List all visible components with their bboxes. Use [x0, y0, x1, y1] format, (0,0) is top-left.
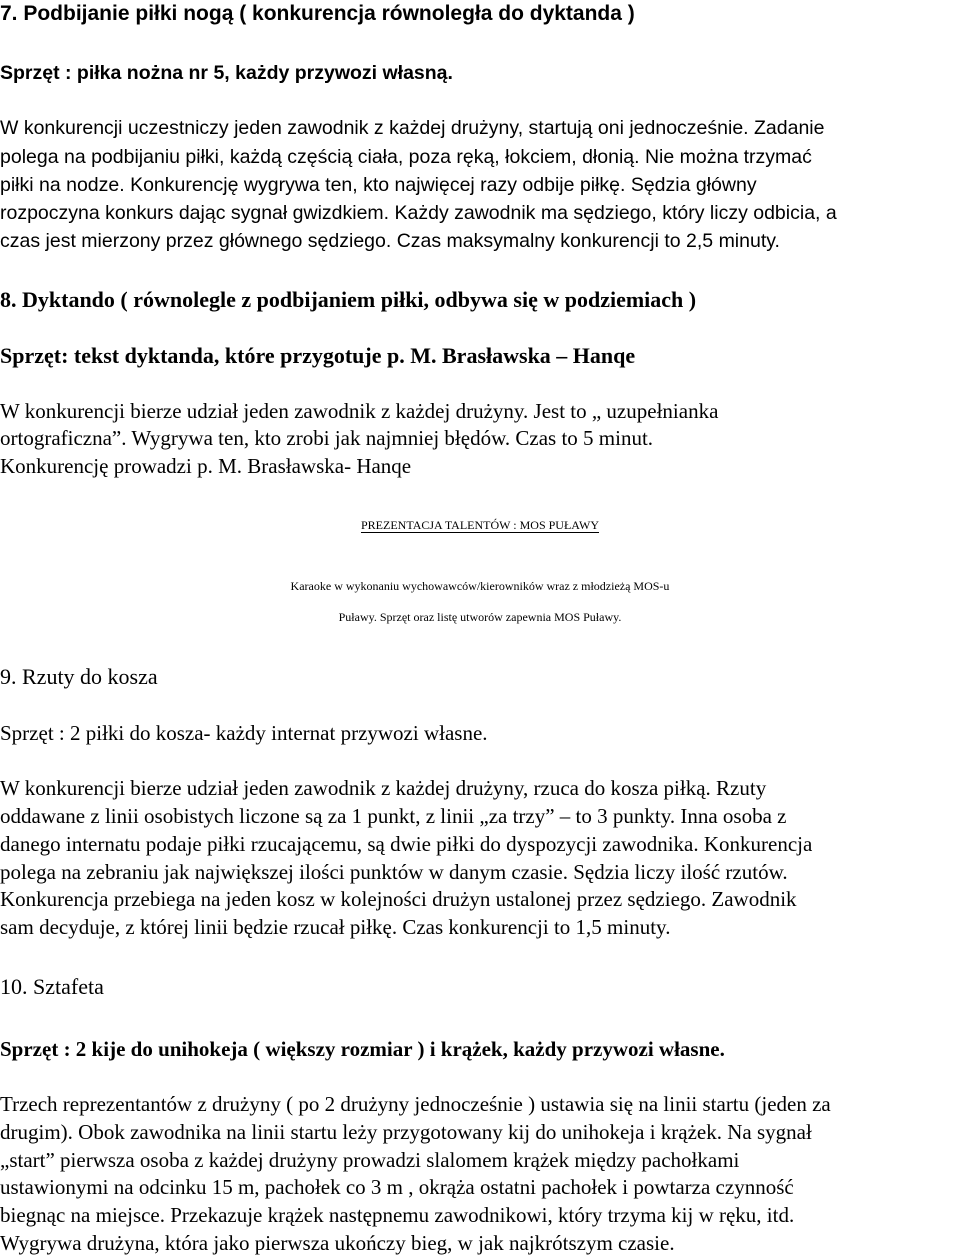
section-9-line: sam decyduje, z której linii będzie rzucał piłkę. Czas konkurencji to 1,5 minuty.: [0, 915, 671, 939]
section-8-line: W konkurencji bierze udział jeden zawodnik z każdej drużyny. Jest to „ uzupełnianka: [0, 399, 719, 423]
section-9-line: danego internatu podaje piłki rzucającemu, są dwie piłki do dyspozycji zawodnika. Konkurencja: [0, 832, 813, 856]
section-9-title: 9. Rzuty do kosza: [0, 664, 158, 689]
section-10-title: 10. Sztafeta: [0, 974, 104, 999]
section-8-line: Konkurencję prowadzi p. M. Brasławska- Hanqe: [0, 454, 412, 478]
talent-line: Karaoke w wykonaniu wychowawców/kierowników wraz z młodzieżą MOS-u: [290, 579, 670, 593]
section-7-line: polega na podbijaniu piłki, każdą częścią ciała, poza ręką, łokciem, dłonią. Nie można trzymać: [0, 146, 812, 168]
section-8-line: ortograficzna”. Wygrywa ten, kto zrobi jak najmniej błędów. Czas to 5 minut.: [0, 426, 654, 450]
section-9-equipment: Sprzęt : 2 piłki do kosza- każdy internat przywozi własne.: [0, 721, 488, 745]
section-9-line: polega na zebraniu jak największej ilości punktów w danym czasie. Sędzia liczy ilość rzutów.: [0, 860, 788, 884]
section-7-line: piłki na nodze. Konkurencję wygrywa ten, kto najwięcej razy odbije piłkę. Sędzia główny: [0, 174, 757, 196]
section-7-line: W konkurencji uczestniczy jeden zawodnik z każdej drużyny, startują oni jednocześnie. Zadanie: [0, 117, 825, 139]
section-10-line: ustawionymi na odcinku 15 m, pachołek co 3 m , okrąża ostatni pachołek i powtarza czynność: [0, 1175, 794, 1199]
section-7-line: czas jest mierzony przez głównego sędziego. Czas maksymalny konkurencji to 2,5 minuty.: [0, 230, 780, 252]
section-10-line: Trzech reprezentantów z drużyny ( po 2 drużyny jednocześnie ) ustawia się na linii startu (jeden za: [0, 1092, 831, 1116]
section-8-title: 8. Dyktando ( równolegle z podbijaniem piłki, odbywa się w podziemiach ): [0, 287, 697, 312]
section-9-line: Konkurencja przebiega na jeden kosz w kolejności drużyn ustalonej przez sędziego. Zawodnik: [0, 887, 797, 911]
section-10-line: „start” pierwsza osoba z każdej drużyny prowadzi slalomem krążek między pachołkami: [0, 1148, 740, 1172]
section-7-line: rozpoczyna konkurs dając sygnał gwizdkiem. Każdy zawodnik ma sędziego, który liczy odbicia, a: [0, 202, 837, 224]
section-10-line: biegnąc na miejsce. Przekazuje krążek następnemu zawodnikowi, który trzyma kij w ręku, itd.: [0, 1203, 795, 1227]
section-7-title: 7. Podbijanie piłki nogą ( konkurencja równoległa do dyktanda ): [0, 2, 635, 25]
section-10-line: drugim). Obok zawodnika na linii startu leży przygotowany kij do unihokeja i krążek. Na sygnał: [0, 1120, 812, 1144]
section-10-line: Wygrywa drużyna, która jako pierwsza ukończy bieg, w jak najkrótszym czasie.: [0, 1231, 675, 1255]
talent-heading: PREZENTACJA TALENTÓW : MOS PUŁAWY: [360, 518, 599, 532]
talent-line: Puławy. Sprzęt oraz listę utworów zapewnia MOS Puławy.: [338, 610, 622, 624]
section-7-equipment: Sprzęt : piłka nożna nr 5, każdy przywozi własną.: [0, 62, 453, 84]
section-8-equipment: Sprzęt: tekst dyktanda, które przygotuje p. M. Brasławska – Hanqe: [0, 343, 636, 368]
section-9-line: oddawane z linii osobistych liczone są za 1 punkt, z linii „za trzy” – to 3 punkty. Inna osoba z: [0, 804, 787, 828]
section-9-line: W konkurencji bierze udział jeden zawodnik z każdej drużyny, rzuca do kosza piłką. Rzuty: [0, 776, 767, 800]
section-10-equipment: Sprzęt : 2 kije do unihokeja ( większy rozmiar ) i krążek, każdy przywozi własne.: [0, 1037, 725, 1061]
